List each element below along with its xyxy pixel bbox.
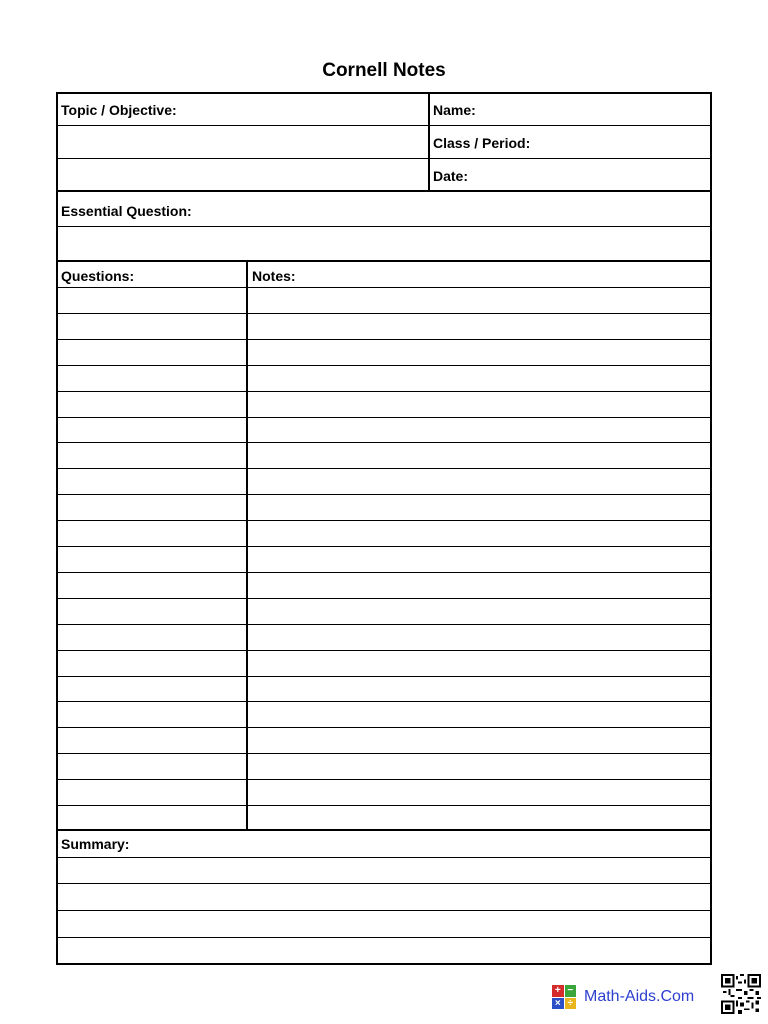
note-entry-field[interactable] <box>249 418 710 442</box>
questions-label: Questions: <box>61 268 135 284</box>
question-entry-field[interactable] <box>58 288 245 313</box>
notes-rule-line <box>58 805 710 806</box>
summary-entry-field[interactable] <box>58 858 710 883</box>
question-entry-field[interactable] <box>58 780 245 805</box>
class-period-label: Class / Period: <box>433 135 531 151</box>
note-entry-field[interactable] <box>249 469 710 494</box>
question-entry-field[interactable] <box>58 728 245 753</box>
topic-field-line-1[interactable] <box>58 126 428 158</box>
question-entry-field[interactable] <box>58 754 245 779</box>
question-entry-field[interactable] <box>58 651 245 676</box>
question-entry-field[interactable] <box>58 625 245 650</box>
question-entry-field[interactable] <box>58 677 245 701</box>
note-entry-field[interactable] <box>249 521 710 546</box>
question-entry-field[interactable] <box>58 573 245 598</box>
notes-bottom-line <box>58 829 710 831</box>
question-entry-field[interactable] <box>58 521 245 546</box>
question-entry-field[interactable] <box>58 702 245 727</box>
note-entry-field[interactable] <box>249 677 710 701</box>
question-entry-field[interactable] <box>58 495 245 520</box>
notes-label: Notes: <box>252 268 296 284</box>
question-entry-field[interactable] <box>58 469 245 494</box>
note-entry-field[interactable] <box>249 314 710 339</box>
brand-link[interactable]: Math-Aids.Com <box>584 988 695 1005</box>
note-entry-field[interactable] <box>249 702 710 727</box>
note-entry-field[interactable] <box>249 573 710 598</box>
header-line-2 <box>58 158 710 159</box>
math-operators-icon: + − × ÷ <box>552 985 576 1009</box>
note-entry-field[interactable] <box>249 651 710 676</box>
header-line-1 <box>58 125 710 126</box>
note-entry-field[interactable] <box>249 340 710 365</box>
question-entry-field[interactable] <box>58 340 245 365</box>
essential-question-bottom-line <box>58 260 710 262</box>
date-label: Date: <box>433 168 469 184</box>
essential-question-label: Essential Question: <box>61 203 192 219</box>
summary-entry-field[interactable] <box>58 938 710 963</box>
header-divider <box>428 93 430 191</box>
note-entry-field[interactable] <box>249 599 710 624</box>
note-entry-field[interactable] <box>249 443 710 468</box>
question-entry-field[interactable] <box>58 314 245 339</box>
question-entry-field[interactable] <box>58 443 245 468</box>
header-bottom-line <box>58 190 710 192</box>
qr-code-icon <box>721 974 761 1014</box>
name-label: Name: <box>433 102 476 118</box>
math-aids-brand[interactable] <box>552 985 694 1009</box>
summary-label: Summary: <box>61 836 130 852</box>
question-entry-field[interactable] <box>58 418 245 442</box>
topic-label: Topic / Objective: <box>61 102 177 118</box>
question-entry-field[interactable] <box>58 547 245 572</box>
note-entry-field[interactable] <box>249 780 710 805</box>
essential-question-field[interactable] <box>58 227 710 260</box>
note-entry-field[interactable] <box>249 625 710 650</box>
note-entry-field[interactable] <box>249 547 710 572</box>
page-title: Cornell Notes <box>322 60 446 81</box>
question-entry-field[interactable] <box>58 392 245 417</box>
topic-field-line-2[interactable] <box>58 159 428 190</box>
note-entry-field[interactable] <box>249 392 710 417</box>
note-entry-field[interactable] <box>249 288 710 313</box>
summary-entry-field[interactable] <box>58 911 710 937</box>
note-entry-field[interactable] <box>249 728 710 753</box>
question-entry-field[interactable] <box>58 366 245 391</box>
note-entry-field[interactable] <box>249 495 710 520</box>
question-entry-field[interactable] <box>58 599 245 624</box>
summary-entry-field[interactable] <box>58 884 710 910</box>
note-entry-field[interactable] <box>249 754 710 779</box>
note-entry-field[interactable] <box>249 366 710 391</box>
